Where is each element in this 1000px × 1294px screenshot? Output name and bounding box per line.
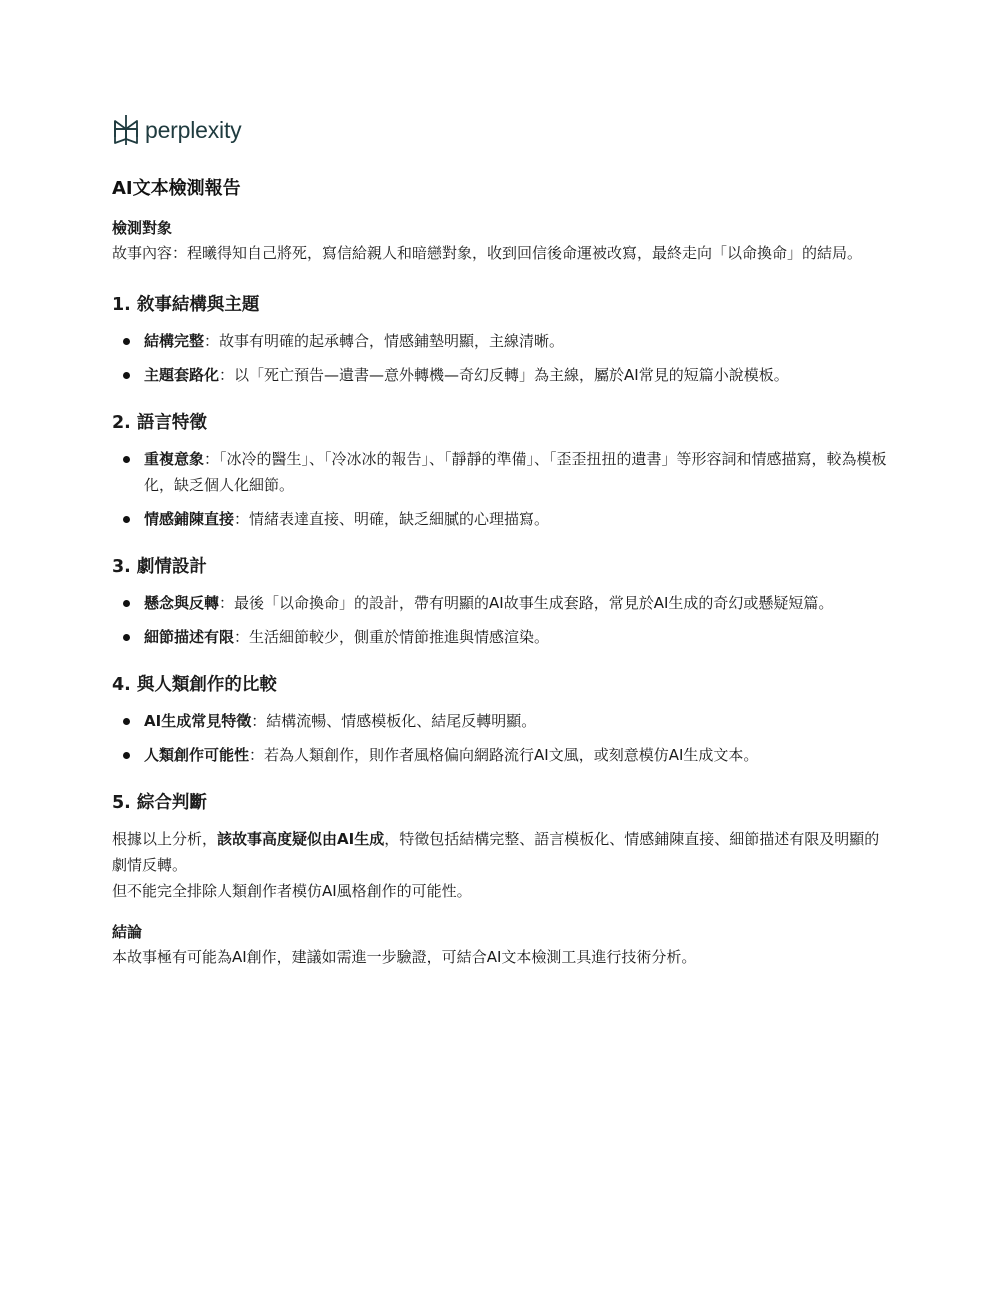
bullet-icon bbox=[123, 718, 130, 725]
target-label: 檢測對象 bbox=[112, 219, 173, 237]
item-text: ：生活細節較少，側重於情節推進與情感渲染。 bbox=[234, 628, 550, 646]
list-item bbox=[112, 624, 888, 650]
item-term: 情感鋪陳直接 bbox=[144, 510, 235, 528]
conclusion-text: 本故事極有可能為AI創作，建議如需進一步驗證，可結合AI文本檢測工具進行技術分析。 bbox=[112, 948, 697, 966]
section-list bbox=[112, 328, 888, 388]
item-text: ：若為人類創作，則作者風格偏向網路流行AI文風，或刻意模仿AI生成文本。 bbox=[249, 746, 759, 764]
bullet-icon bbox=[123, 634, 130, 641]
item-text: ：「冰冷的醫生」、「冷冰冰的報告」、「靜靜的準備」、「歪歪扭扭的遺書」等形容詞和情感描寫，較為模板化，缺乏個人化細節。 bbox=[144, 450, 887, 494]
conclusion-label: 結論 bbox=[112, 923, 143, 941]
item-term: 主題套路化 bbox=[144, 366, 220, 384]
judgement-caveat: 但不能完全排除人類創作者模仿AI風格創作的可能性。 bbox=[112, 882, 472, 900]
section-heading: 1. 敘事結構與主題 bbox=[112, 295, 260, 315]
judgement-pre: 根據以上分析， bbox=[112, 830, 218, 848]
list-item bbox=[112, 362, 888, 388]
item-term: 懸念與反轉 bbox=[144, 594, 220, 612]
item-text: ：結構流暢、情感模板化、結尾反轉明顯。 bbox=[251, 712, 537, 730]
bullet-icon bbox=[123, 752, 130, 759]
section-list bbox=[112, 708, 888, 768]
item-text: ：以「死亡預告—遺書—意外轉機—奇幻反轉」為主線，屬於AI常見的短篇小說模板。 bbox=[219, 366, 789, 384]
item-term: AI生成常見特徵 bbox=[144, 712, 252, 730]
item-text: ：最後「以命換命」的設計，帶有明顯的AI故事生成套路，常見於AI生成的奇幻或懸疑短篇。 bbox=[219, 594, 834, 612]
section-heading: 3. 劇情設計 bbox=[112, 557, 207, 577]
bullet-icon bbox=[123, 372, 130, 379]
item-term: 人類創作可能性 bbox=[144, 746, 250, 764]
item-term: 重複意象 bbox=[144, 450, 205, 468]
section-heading: 5. 綜合判斷 bbox=[112, 793, 207, 813]
judgement-paragraph bbox=[112, 826, 888, 878]
bullet-icon bbox=[123, 338, 130, 345]
list-item bbox=[112, 446, 888, 498]
target-text: 故事內容：程曦得知自己將死，寫信給親人和暗戀對象，收到回信後命運被改寫，最終走向「以命換命」的結局。 bbox=[112, 244, 863, 262]
judgement-highlight: 該故事高度疑似由AI生成 bbox=[217, 830, 385, 848]
item-term: 結構完整 bbox=[144, 332, 205, 350]
list-item bbox=[112, 742, 888, 768]
brand-logo bbox=[112, 112, 888, 148]
judgement-post: ，特徵包括結構完整、語言模板化、情感鋪陳直接、細節描述有限及明顯的劇情反轉。 bbox=[112, 830, 880, 874]
list-item bbox=[112, 328, 888, 354]
section-heading: 4. 與人類創作的比較 bbox=[112, 675, 277, 695]
item-text: ：情緒表達直接、明確，缺乏細膩的心理描寫。 bbox=[234, 510, 550, 528]
bullet-icon bbox=[123, 456, 130, 463]
report-title: AI文本檢測報告 bbox=[112, 178, 241, 199]
perplexity-logo-icon bbox=[112, 114, 140, 146]
list-item bbox=[112, 708, 888, 734]
section-list bbox=[112, 446, 888, 532]
judgement-body bbox=[112, 826, 888, 904]
section-list bbox=[112, 590, 888, 650]
list-item bbox=[112, 506, 888, 532]
bullet-icon bbox=[123, 600, 130, 607]
section-heading: 2. 語言特徵 bbox=[112, 413, 207, 433]
item-term: 細節描述有限 bbox=[144, 628, 235, 646]
brand-name: perplexity bbox=[145, 116, 242, 143]
item-text: ：故事有明確的起承轉合，情感鋪墊明顯，主線清晰。 bbox=[204, 332, 565, 350]
bullet-icon bbox=[123, 516, 130, 523]
list-item bbox=[112, 590, 888, 616]
report-page bbox=[112, 112, 888, 970]
